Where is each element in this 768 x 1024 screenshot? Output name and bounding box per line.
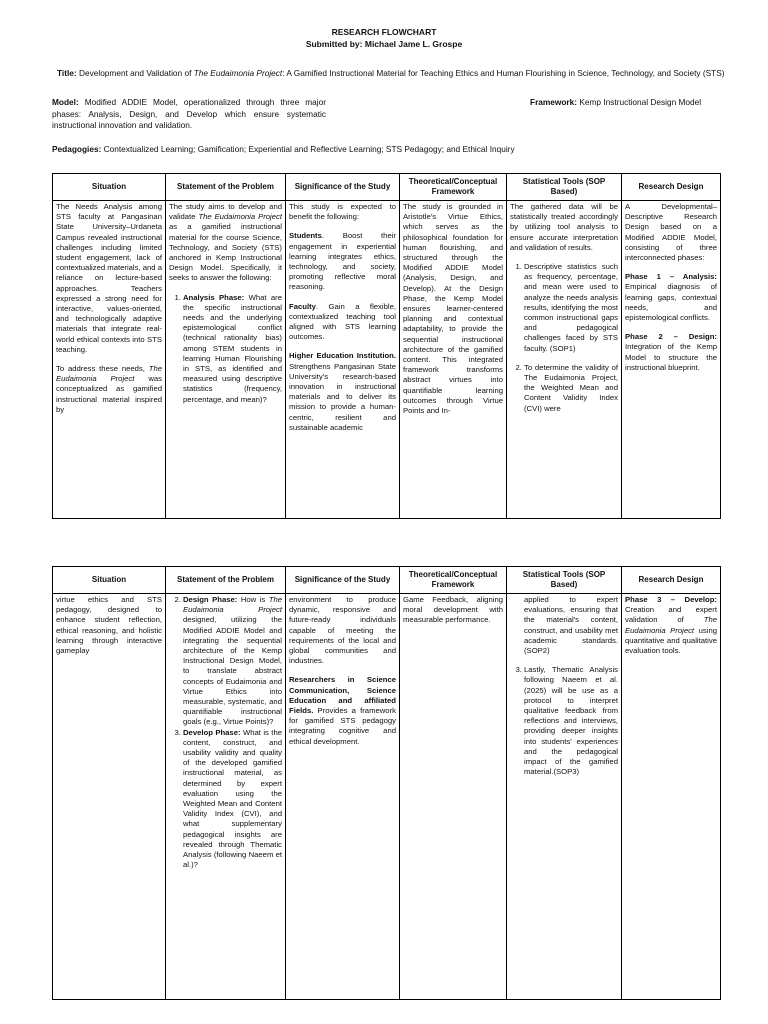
header-statistical-tools: Statistical Tools (SOP Based) — [507, 174, 622, 201]
sig-cont: environment to produce dynamic, responsive and future-ready individuals capable of meeting the requirements of the local and global communities and industries. — [289, 595, 396, 666]
framework-text: Kemp Instructional Design Model — [579, 97, 702, 107]
table-row — [53, 201, 721, 519]
header-statistical-tools: Statistical Tools (SOP Based) — [507, 567, 622, 594]
cell-framework — [400, 594, 507, 1000]
submitted-by — [0, 39, 768, 49]
cell-significance — [286, 594, 400, 1000]
title-label: Title: — [57, 68, 77, 78]
submitted-label: Submitted by: — [305, 39, 363, 49]
stat-item-3: 3. Lastly, Thematic Analysis following Naeem et al. (2025) will be use as a protocol to interpret qualitative feedback from reflections and interviews, providing deeper insights into students' experiences and the pedagogical impact of the gamified material.(SOP3) — [524, 665, 618, 777]
cell-sop — [166, 594, 286, 1000]
table-header-row — [53, 174, 721, 201]
cell-statistical-tools — [507, 201, 622, 519]
header-sop: Statement of the Problem — [166, 174, 286, 201]
stat-item-2: 2. To determine the validity of The Eudaimonia Project, the Weighted Mean and Content Validity Index (CVI) were — [524, 363, 618, 414]
design-phase-3: Phase 3 – Develop: Creation and expert validation of The Eudaimonia Project using quantitative and qualitative evaluation tools. — [625, 595, 717, 656]
flowchart-table-part1 — [52, 173, 721, 519]
header-significance: Significance of the Study — [286, 174, 400, 201]
sig-students: Students. Boost their engagement in experiential learning integrates ethics, technology, and society, promoting reflective moral reasoning. — [289, 231, 396, 292]
cell-sop — [166, 201, 286, 519]
framework-text-1: The study is grounded in Aristotle's Virtue Ethics, which serves as the philosophical foundation for human flourishing, and structured through the Modified ADDIE Model (Analysis, Design, and Develop). At the Design Phase, the Kemp Model ensures learner-centered planning and contextual adaptability, to provide the sequential instructional architecture of the gamified content. This integrated framework transforms abstract virtues into quantifiable learning outcomes through Virtue Points and In- — [403, 202, 503, 416]
design-phase-2: Phase 2 – Design: Integration of the Kemp Model to structure the instructional blueprint. — [625, 332, 717, 372]
title-line — [57, 68, 725, 80]
header-framework: Theoretical/Conceptual Framework — [400, 567, 507, 594]
cell-statistical-tools — [507, 594, 622, 1000]
sig-faculty: Faculty. Gain a flexible, contextualized teaching tool aligned with STS learning outcomes. — [289, 301, 396, 342]
sig-researchers: Researchers in Science Communication, Science Education and affiliated Fields. Provides a framework for gamified STS pedagogy integrating cognitive and ethical development. — [289, 675, 396, 746]
page-title: RESEARCH FLOWCHART — [331, 27, 437, 37]
situation-para-2: To address these needs, The Eudaimonia Project was conceptualized as gamified instructional material inspired by — [56, 364, 162, 414]
submitted-name: Michael Jame L. Grospe — [364, 39, 463, 49]
sop-intro: The study aims to develop and validate The Eudaimonia Project as a gamified instructional material for the course Science, Technology, and Society (STS) anchored in Kemp Instructional Design Model. Specifically, it seeks to answer the following: — [169, 202, 282, 283]
title-post: : A Gamified Instructional Material for Teaching Ethics and Human Flourishing in Science, Technology, and Society (STS) — [282, 68, 725, 78]
cell-research-design — [622, 201, 721, 519]
table-header-row — [53, 567, 721, 594]
sig-hei: Higher Education Institution. Strengthens Pangasinan State University's research-based innovation in instructional materials and to deliver its mission to provide a human-centric, resilient and sustainable academic — [289, 351, 396, 432]
model-label: Model: — [52, 97, 79, 107]
framework-text-2: Game Feedback, aligning moral development with measurable performance. — [403, 595, 503, 625]
header-situation: Situation — [53, 567, 166, 594]
sop-item-3: 3. Develop Phase: What is the content, construct, and usability validity and quality of the developed gamified instructional material, as determined by expert evaluation using the Weighted Mean and Content Validity Index (CVI), and what supplementary pedagogical insights are revealed through Thematic Analysis (following Naeem et al.)? — [183, 728, 282, 871]
framework-label: Framework: — [530, 97, 578, 107]
design-phase-1: Phase 1 – Analysis: Empirical diagnosis of learning gaps, contextual needs, and epistemological conflicts. — [625, 272, 717, 323]
header-framework: Theoretical/Conceptual Framework — [400, 174, 507, 201]
sop-item-1: 1. Analysis Phase: What are the specific instructional needs and the underlying epistemological conflict (technical rationality bias) among STEM students in learning Human Flourishing in STS, as identified and measured using descriptive statistics (frequency, percentage, and mean)? — [183, 293, 282, 405]
sig-intro: This study is expected to benefit the following: — [289, 202, 396, 222]
cell-significance — [286, 201, 400, 519]
title-pre: Development and Validation of — [78, 68, 194, 78]
framework-block — [530, 97, 730, 109]
cell-situation — [53, 201, 166, 519]
flowchart-table-part2 — [52, 566, 721, 1000]
sop-item-2: 2. Design Phase: How is The Eudaimonia Project designed, utilizing the Modified ADDIE Model and integrating the sequential architecture of the Kemp Instructional Design Model, to translate abstract concepts of Eudaimonia and Virtue Ethics into measurable, systematic, and quantifiable instructional goals (e.g., Virtue Points)? — [183, 595, 282, 728]
stat-item-2-cont: applied to expert evaluations, ensuring that the material's content, construct, and usability met academic standards.(SOP2) — [524, 595, 618, 656]
header-research-design: Research Design — [622, 567, 721, 594]
model-text: Modified ADDIE Model, operationalized through three major phases: Analysis, Design, and Develop which ensure systematic instructional innovation and validation. — [52, 97, 326, 130]
table-row — [53, 594, 721, 1000]
model-block — [52, 97, 326, 132]
situation-para-1: The Needs Analysis among STS faculty at Pangasinan State University–Urdaneta Campus revealed instructional challenges including limited student engagement, lack of contextualized materials, and a reliance on lecture-based approaches. Teachers expressed a strong need for interactive, values-oriented, and technologically adaptive materials that integrate real-world ethical contexts into STS teaching. — [56, 202, 162, 354]
cell-framework — [400, 201, 507, 519]
stat-intro: The gathered data will be statistically treated accordingly by utilizing tool analysis to ensure accurate interpretation and validation of results. — [510, 202, 618, 252]
pedagogies-label: Pedagogies: — [52, 144, 102, 154]
cell-research-design — [622, 594, 721, 1000]
design-intro: A Developmental–Descriptive Research Design based on a Modified ADDIE Model, consisting of three interconnected phases: — [625, 202, 717, 263]
situation-cont: virtue ethics and STS pedagogy, designed to enhance student reflection, ethical reasoning, and holistic learning through interactive gameplay — [56, 595, 162, 656]
header-research-design: Research Design — [622, 174, 721, 201]
pedagogies-block — [52, 144, 720, 156]
cell-situation — [53, 594, 166, 1000]
header-situation: Situation — [53, 174, 166, 201]
title-italic: The Eudaimonia Project — [193, 68, 283, 78]
header-sop: Statement of the Problem — [166, 567, 286, 594]
header-significance: Significance of the Study — [286, 567, 400, 594]
stat-item-1: 1. Descriptive statistics such as frequency, percentage, and mean were used to analyze the needs analysis results, identifying the most common instructional gaps and pedagogical challenges faced by STS faculty. (SOP1) — [524, 262, 618, 354]
pedagogies-text: Contextualized Learning; Gamification; Experiential and Reflective Learning; STS Pedagogy; and Ethical Inquiry — [103, 144, 515, 154]
